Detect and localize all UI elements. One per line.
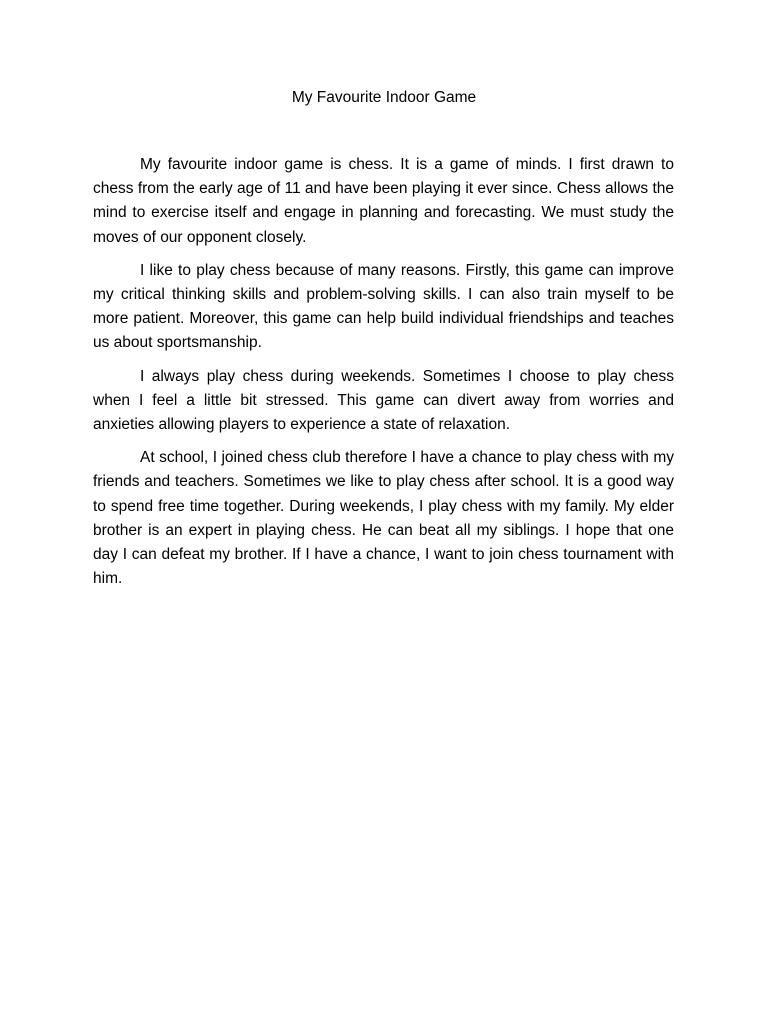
- paragraph-1: My favourite indoor game is chess. It is a game of minds. I first drawn to chess from the early age of 11 and have been playing it ever since. Chess allows the mind to exercise itself and engage in planning and forecasting. We must study the moves of our opponent closely.: [93, 156, 674, 246]
- paragraph-3: I always play chess during weekends. Sometimes I choose to play chess when I feel a little bit stressed. This game can divert away from worries and anxieties allowing players to experience a state of relaxation.: [93, 367, 674, 434]
- paragraph-2: I like to play chess because of many reasons. Firstly, this game can improve my critical thinking skills and problem-solving skills. I can also train myself to be more patient. Moreover, this game can help build individual friendships and teaches us about sportsmanship.: [93, 261, 674, 352]
- document-body: [93, 153, 674, 600]
- paragraph-4: At school, I joined chess club therefore I have a chance to play chess with my friends and teachers. Sometimes we like to play chess after school. It is a good way to spend free time together. During weekends, I play chess with my family. My elder brother is an expert in playing chess. He can beat all my siblings. I hope that one day I can defeat my brother. If I have a chance, I want to join chess tournament with him.: [93, 449, 674, 588]
- document-title: My Favourite Indoor Game: [291, 89, 477, 106]
